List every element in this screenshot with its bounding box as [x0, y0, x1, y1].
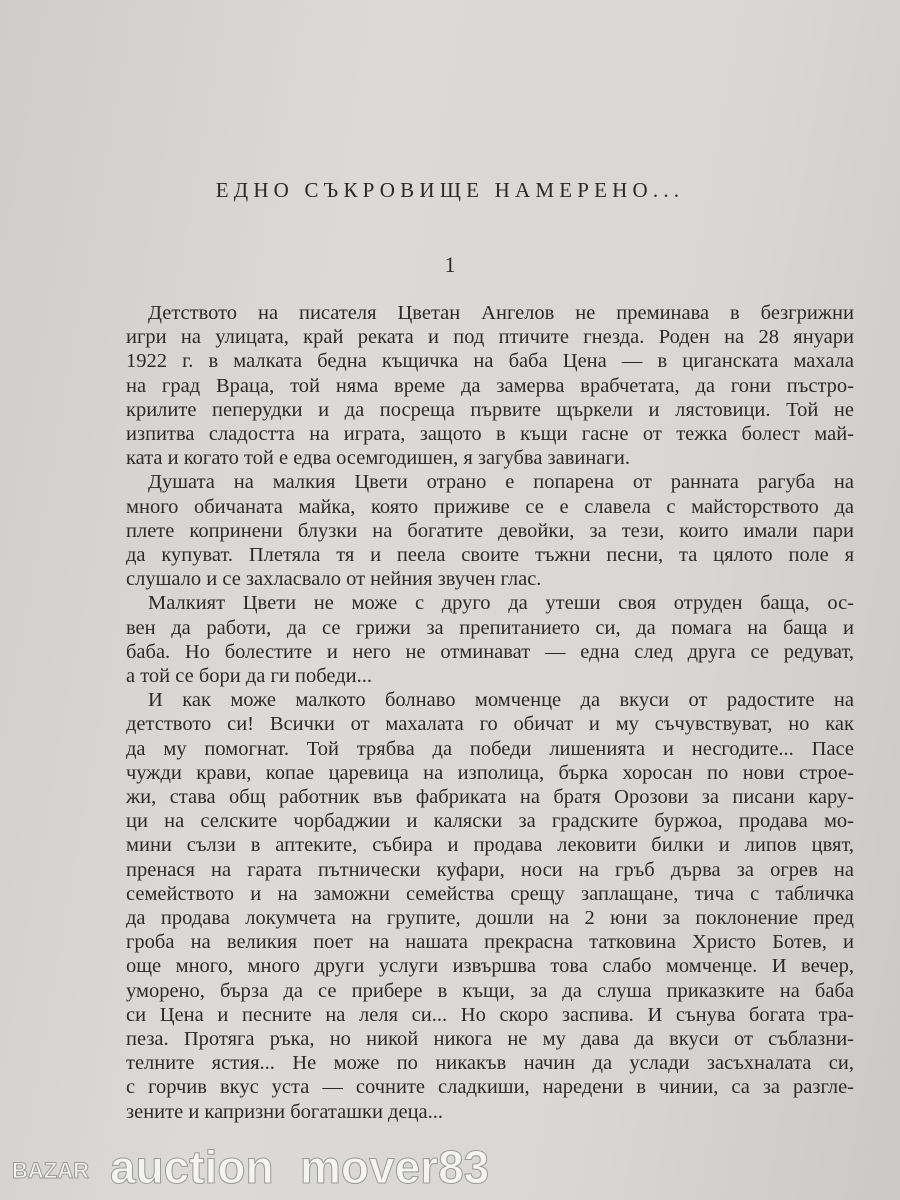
text-line-content: чужди крави, копае царевица на изполица, бърка хоросан по нови строе-	[126, 762, 854, 784]
text-line-content: да продава локумчета на групите, дошли на 2 юни за поклонение пред	[126, 907, 854, 929]
text-line	[126, 930, 854, 954]
text-line	[126, 519, 854, 543]
text-line-content: си Цена и песните на леля си... Но скоро заспива. И сънува богата тра-	[126, 1004, 854, 1026]
text-line	[126, 1027, 854, 1051]
text-line	[126, 1075, 854, 1099]
text-line-content: игри на улицата, край реката и под птичите гнезда. Роден на 28 януари	[126, 326, 854, 348]
text-line	[126, 495, 854, 519]
text-line-content: ката и когато той е едва осемгодишен, я загубва завинаги.	[126, 447, 630, 469]
text-line	[126, 1051, 854, 1075]
text-line	[126, 906, 854, 930]
text-line	[126, 712, 854, 736]
text-line-content: жи, става общ работник във фабриката на братя Орозови за писани кару-	[126, 786, 854, 808]
text-line-content: още много, много други услуги извършва това слабо момченце. И вечер,	[126, 955, 854, 977]
text-line	[126, 349, 854, 373]
text-line-content: а той се бори да ги победи...	[126, 665, 372, 687]
section-number: 1	[444, 252, 456, 277]
text-line-content: пеза. Протяга ръка, но никой никога не му дава да вкуси от съблазни-	[126, 1028, 854, 1050]
text-line-content: И как може малкото болнаво момченце да вкуси от радостите на	[148, 689, 854, 711]
text-line-content: плете копринени блузки на богатите девойки, за тези, които имали пари	[126, 520, 854, 542]
text-line	[126, 737, 854, 761]
text-line	[126, 1003, 854, 1027]
text-line-content: Детството на писателя Цветан Ангелов не преминава в безгрижни	[148, 302, 854, 324]
text-line-content: семейството и на заможни семейства срещу заплащане, тича с табличка	[126, 883, 854, 905]
text-line-content: пренася на гарата пътнически куфари, носи на гръб дърва за огрев на	[126, 859, 854, 881]
chapter-title: ЕДНО СЪКРОВИЩЕ НАМЕРЕНО...	[215, 178, 685, 202]
text-line-content: зените и капризни богаташки деца...	[126, 1101, 444, 1123]
text-line	[148, 591, 854, 615]
text-line-content: с горчив вкус уста — сочните сладкиши, наредени в чинии, са за разгле-	[126, 1076, 854, 1098]
text-line-content: Малкият Цвети не може с друго да утеши своя отруден баща, ос-	[148, 592, 854, 614]
text-line-content: да му помогнат. Той трябва да победи лишенията и несгодите... Пасе	[126, 738, 854, 760]
text-line-content: крилите пеперудки и да посреща първите щъркели и лястовици. Той не	[126, 399, 854, 421]
text-line	[126, 809, 854, 833]
text-line	[126, 954, 854, 978]
text-line	[126, 543, 854, 567]
text-line-content: мини сълзи в аптеките, събира и продава лековити билки и липов цвят,	[126, 834, 854, 856]
watermark-username: mover83	[300, 1141, 490, 1193]
text-line	[126, 446, 854, 470]
text-line	[126, 882, 854, 906]
text-line	[126, 664, 854, 688]
text-line-content: телните ястия... Не може по никакъв начин да услади засъхналата си,	[126, 1052, 854, 1074]
text-line	[148, 470, 854, 494]
text-line	[148, 301, 854, 325]
text-line-content: баба. Но болестите и него не отминават — една след друга се редуват,	[126, 641, 854, 663]
text-line	[126, 785, 854, 809]
watermark-brand-small: BAZAR	[12, 1158, 89, 1183]
watermark-brand-logo: auction	[110, 1141, 274, 1193]
text-line	[126, 422, 854, 446]
text-line	[126, 858, 854, 882]
text-line-content: ци на селските чорбаджии и каляски за градските буржоа, продава мо-	[126, 810, 854, 832]
text-line-content: много обичаната майка, която приживе се е славела с майсторството да	[126, 496, 854, 518]
text-line	[126, 567, 854, 591]
text-line-content: 1922 г. в малката бедна къщичка на баба Цена — в циганската махала	[126, 350, 854, 372]
text-line-content: слушало и се захласвало от нейния звучен глас.	[126, 568, 542, 590]
text-line-content: вен да работи, да се грижи за препитанието си, да помага на баща и	[126, 617, 854, 639]
text-line	[126, 979, 854, 1003]
text-line	[126, 374, 854, 398]
text-line-content: Душата на малкия Цвети отрано е попарена от ранната рагуба на	[148, 471, 854, 493]
text-line-content: да купуват. Плетяла тя и пеела своите тъжни песни, та цялото поле я	[126, 544, 854, 566]
text-line	[126, 640, 854, 664]
text-line	[126, 398, 854, 422]
text-line-content: уморено, бърза да се прибере в къщи, за да слуша приказките на баба	[126, 980, 854, 1002]
text-line-content: детството си! Всички от махалата го обичат и му съчувствуват, но как	[126, 713, 854, 735]
text-line-content: на град Враца, той няма време да замерва врабчетата, да гони пъстро-	[126, 375, 854, 397]
text-line-content: гроба на великия поет на нашата прекрасна татковина Христо Ботев, и	[126, 931, 854, 953]
text-line	[126, 325, 854, 349]
text-line	[148, 688, 854, 712]
text-line	[126, 761, 854, 785]
text-line	[126, 616, 854, 640]
text-line	[126, 1100, 854, 1124]
text-line-content: изпитва сладостта на играта, защото в къщи гасне от тежка болест май-	[126, 423, 854, 445]
text-line	[126, 833, 854, 857]
